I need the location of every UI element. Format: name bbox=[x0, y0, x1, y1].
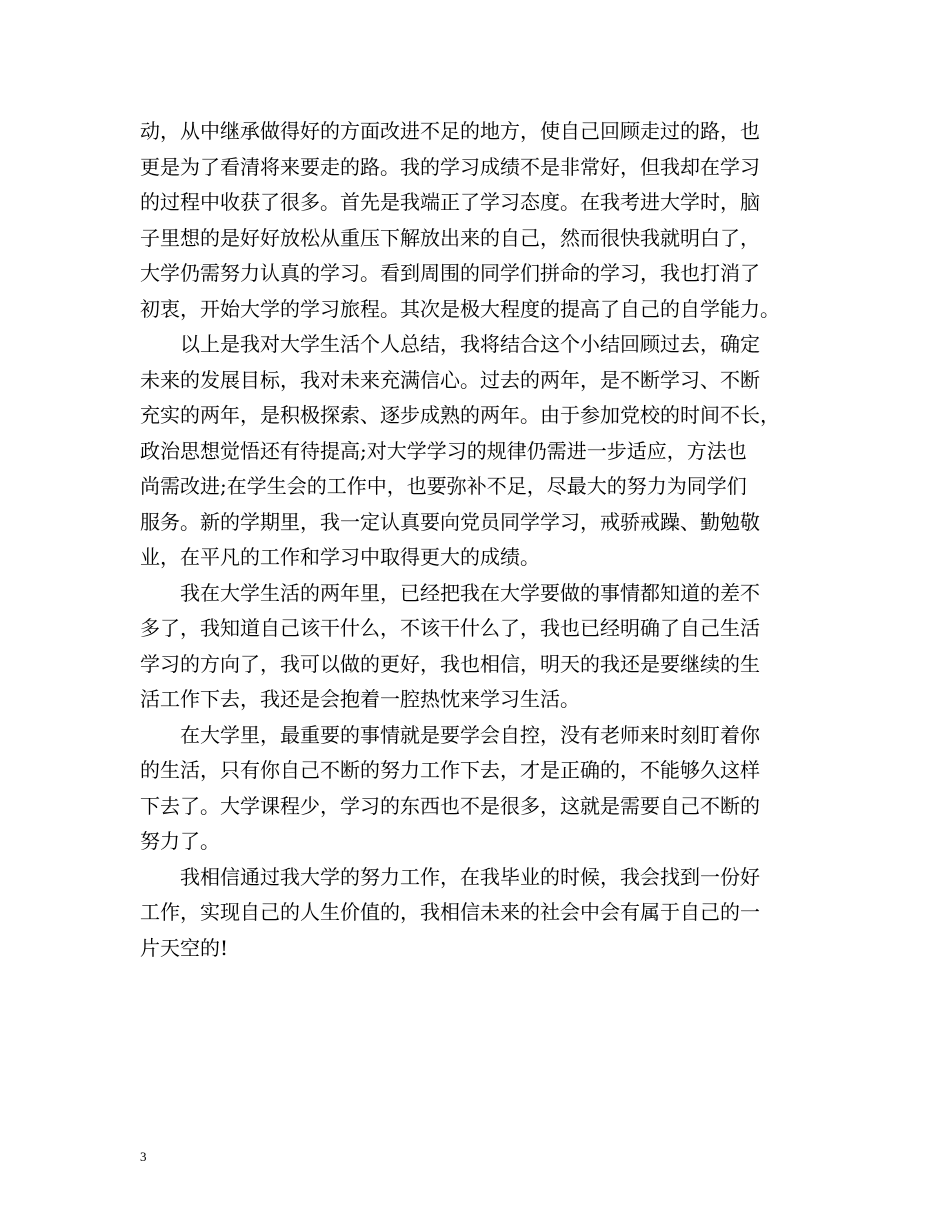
text-line: 业，在平凡的工作和学习中取得更大的成绩。 bbox=[140, 545, 540, 569]
text-line: 未来的发展目标，我对未来充满信心。过去的两年，是不断学习、不断 bbox=[140, 367, 760, 392]
text-line: 更是为了看清将来要走的路。我的学习成绩不是非常好，但我却在学习 bbox=[140, 154, 760, 179]
text-line: 大学仍需努力认真的学习。看到周围的同学们拼命的学习，我也打消了 bbox=[140, 261, 760, 285]
text-line: 我相信通过我大学的努力工作，在我毕业的时候，我会找到一份好 bbox=[140, 864, 760, 889]
text-line: 动，从中继承做得好的方面改进不足的地方，使自己回顾走过的路，也 bbox=[140, 119, 760, 143]
text-line: 的过程中收获了很多。首先是我端正了学习态度。在我考进大学时，脑 bbox=[140, 190, 760, 214]
text-line: 片天空的! bbox=[140, 935, 229, 960]
text-line: 我在大学生活的两年里，已经把我在大学要做的事情都知道的差不 bbox=[140, 580, 760, 605]
text-line: 尚需改进;在学生会的工作中，也要弥补不足，尽最大的努力为同学们 bbox=[140, 474, 747, 498]
text-line: 子里想的是好好放松从重压下解放出来的自己，然而很快我就明白了， bbox=[140, 225, 760, 250]
text-line: 努力了。 bbox=[140, 829, 220, 853]
text-line: 下去了。大学课程少，学习的东西也不是很多，这就是需要自己不断的 bbox=[140, 793, 760, 818]
text-line: 服务。新的学期里，我一定认真要向党员同学学习，戒骄戒躁、勤勉敬 bbox=[140, 509, 760, 534]
text-line: 以上是我对大学生活个人总结，我将结合这个小结回顾过去，确定 bbox=[140, 332, 760, 356]
text-line: 工作，实现自己的人生价值的，我相信未来的社会中会有属于自己的一 bbox=[140, 900, 760, 924]
page-number: 3 bbox=[140, 1149, 147, 1164]
text-line: 多了，我知道自己该干什么，不该干什么了，我也已经明确了自己生活 bbox=[140, 616, 760, 640]
text-line: 初衷，开始大学的学习旅程。其次是极大程度的提高了自己的自学能力。 bbox=[140, 296, 780, 321]
text-line: 在大学里，最重要的事情就是要学会自控，没有老师来时刻盯着你 bbox=[140, 722, 760, 747]
text-line: 充实的两年，是积极探索、逐步成熟的两年。由于参加党校的时间不长， bbox=[140, 403, 780, 427]
text-line: 的生活，只有你自己不断的努力工作下去，才是正确的，不能够久这样 bbox=[140, 758, 760, 782]
text-line: 学习的方向了，我可以做的更好，我也相信，明天的我还是要继续的生 bbox=[140, 651, 760, 676]
text-line: 活工作下去，我还是会抱着一腔热忱来学习生活。 bbox=[140, 687, 580, 711]
document-body bbox=[140, 114, 830, 966]
text-line: 政治思想觉悟还有待提高;对大学学习的规律仍需进一步适应，方法也 bbox=[140, 438, 747, 463]
